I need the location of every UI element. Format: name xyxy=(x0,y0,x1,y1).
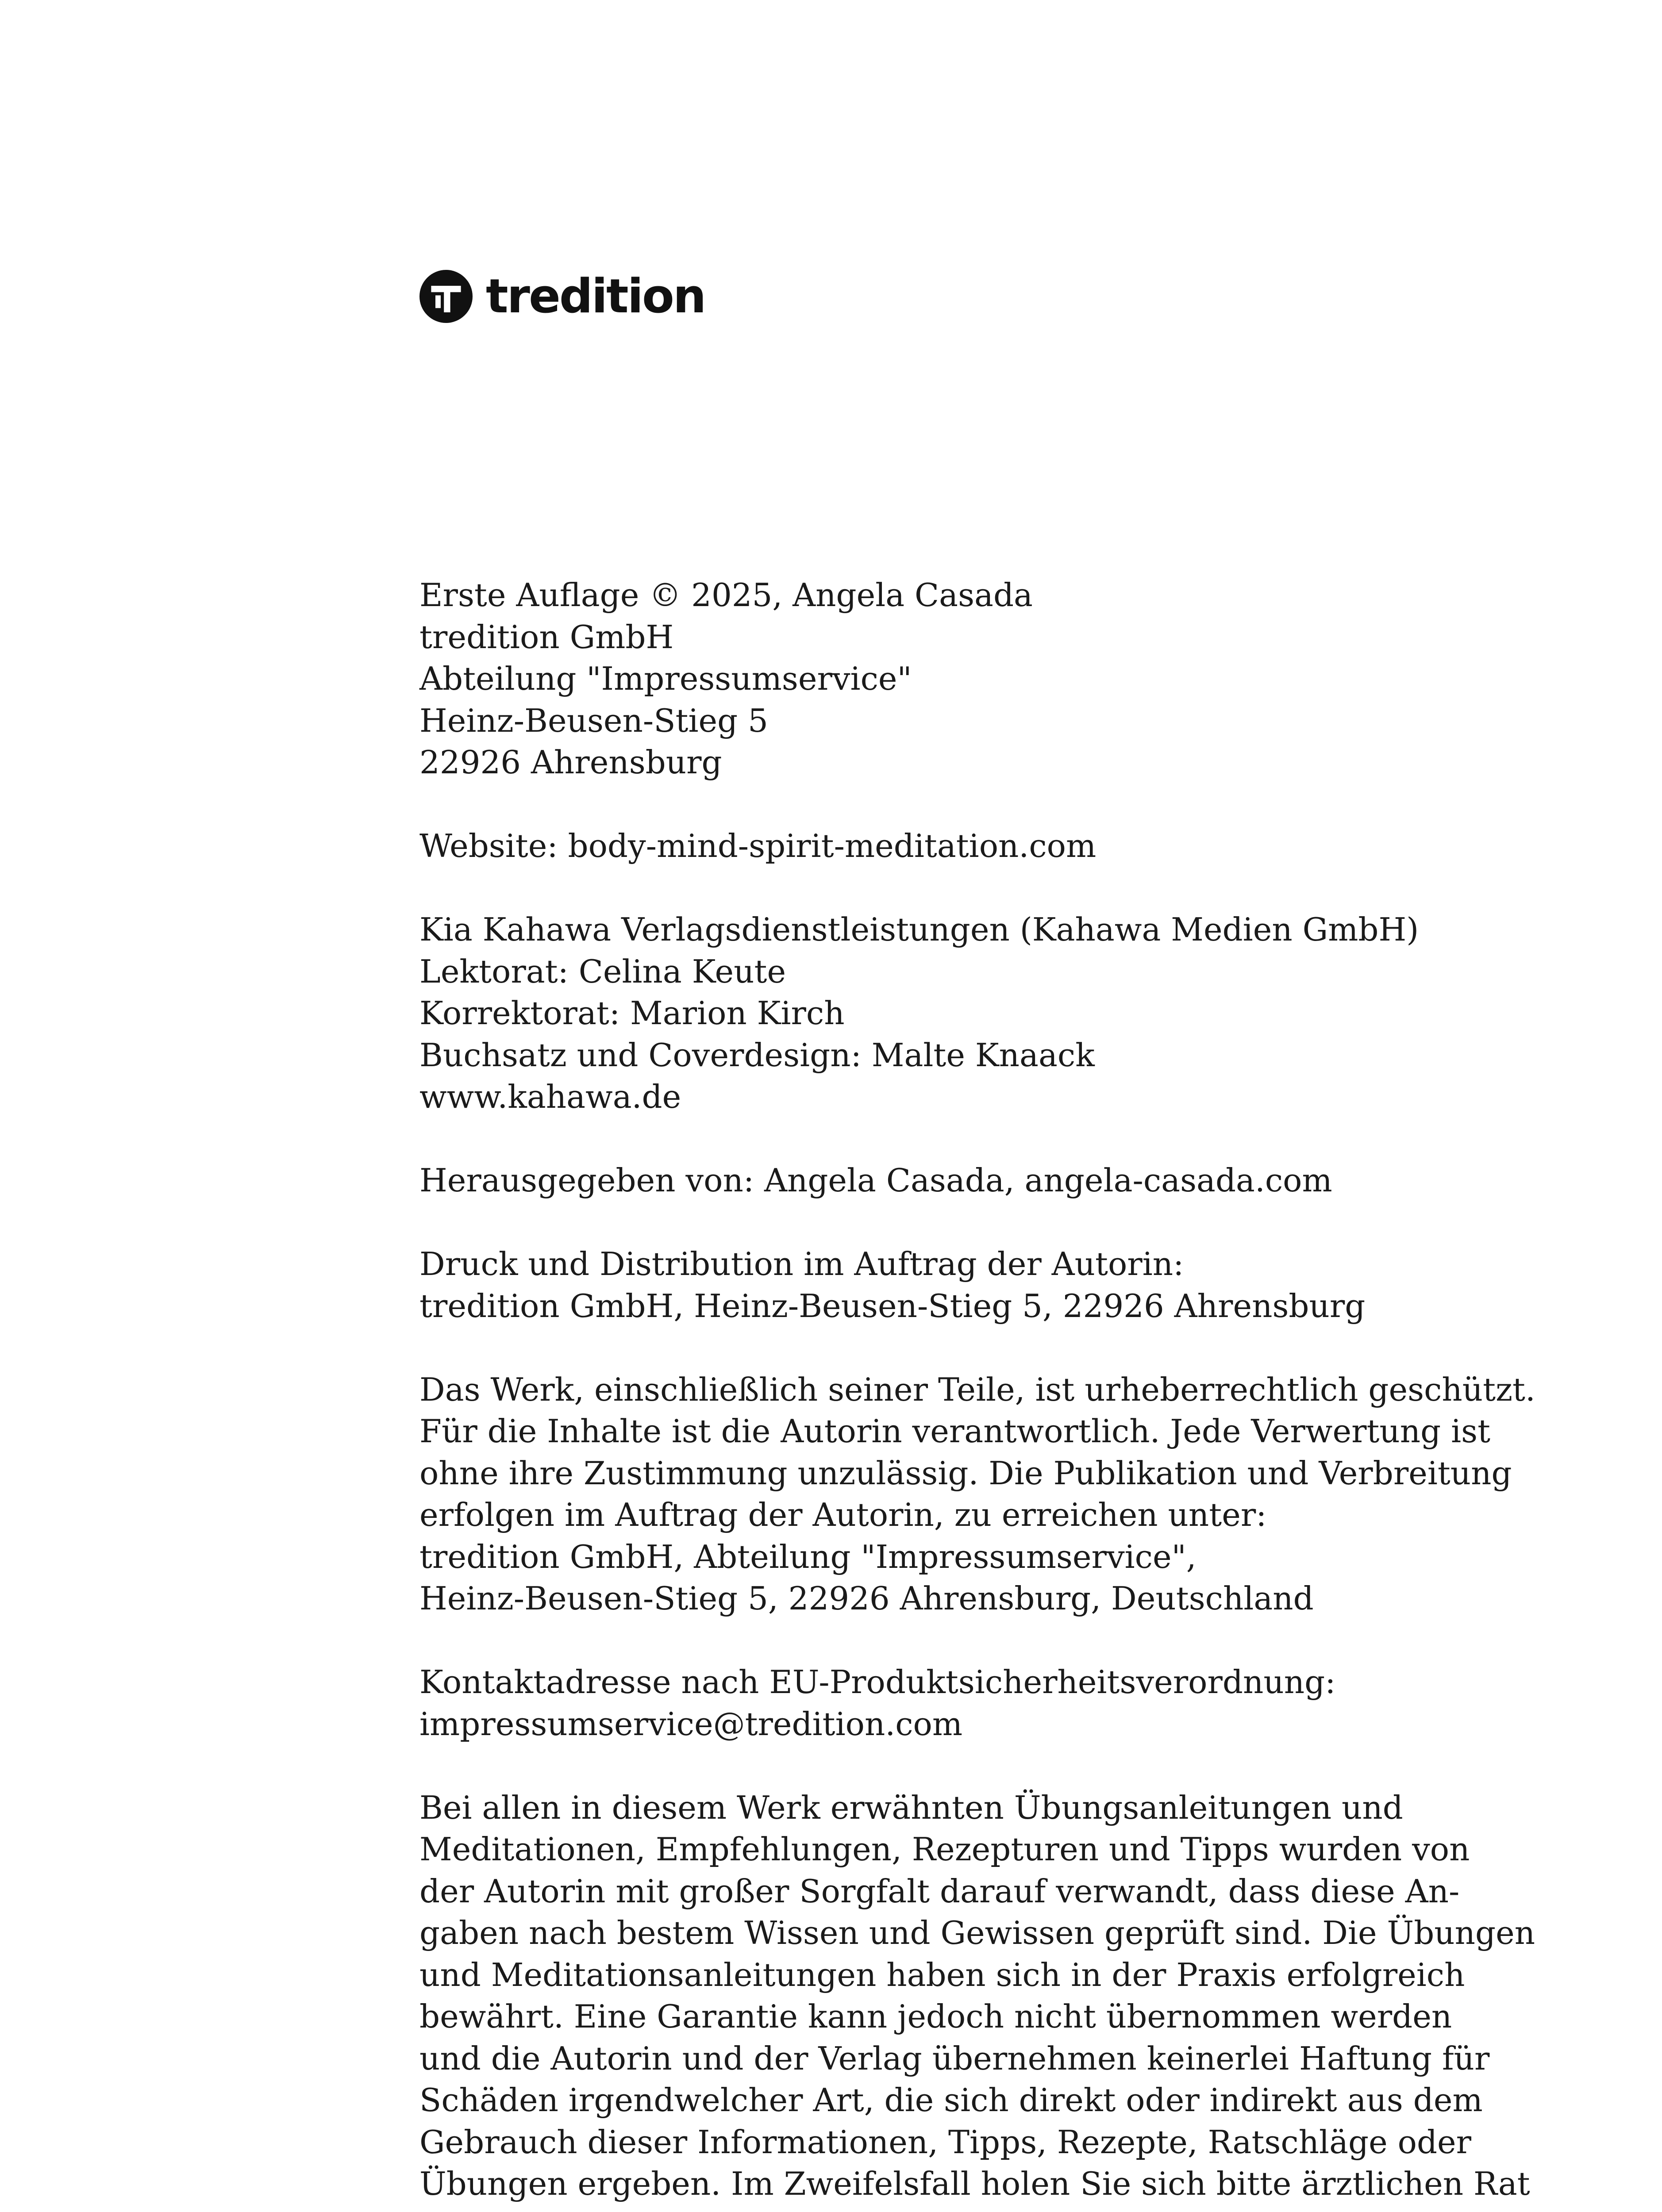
disclaimer-line: Bei allen in diesem Werk erwähnten Übungsanleitungen und xyxy=(419,1789,1403,1826)
street-line: Heinz-Beusen-Stieg 5 xyxy=(419,702,768,739)
publisher-address-block xyxy=(419,574,1468,783)
disclaimer-line: Meditationen, Empfehlungen, Rezepturen und Tipps wurden von xyxy=(419,1831,1470,1868)
design-credit-line: Buchsatz und Coverdesign: Malte Knaack xyxy=(419,1036,1095,1074)
disclaimer-line: bewährt. Eine Garantie kann jedoch nicht übernommen werden xyxy=(419,1998,1452,2035)
disclaimer-line: Gebrauch dieser Informationen, Tipps, Rezepte, Ratschläge oder xyxy=(419,2123,1472,2161)
publisher-logo xyxy=(419,269,705,324)
copyright-notice-line: erfolgen im Auftrag der Autorin, zu erreichen unter: xyxy=(419,1496,1267,1533)
city-line: 22926 Ahrensburg xyxy=(419,744,722,781)
editor-block xyxy=(419,1160,1468,1202)
logo-wordmark: tredition xyxy=(486,269,705,323)
publisher-name-line: tredition GmbH xyxy=(419,618,674,656)
agency-website-line: www.kahawa.de xyxy=(419,1078,681,1115)
copyright-notice-line: tredition GmbH, Abteilung "Impressumservice", xyxy=(419,1538,1196,1575)
distribution-address-line: tredition GmbH, Heinz-Beusen-Stieg 5, 22926 Ahrensburg xyxy=(419,1287,1366,1325)
editor-line: Herausgegeben von: Angela Casada, angela-casada.com xyxy=(419,1162,1332,1199)
imprint-text xyxy=(419,574,1535,2205)
safety-contact-block xyxy=(419,1661,1468,1745)
proofreading-credit-line: Korrektorat: Marion Kirch xyxy=(419,995,845,1032)
disclaimer-line: und Meditationsanleitungen haben sich in der Praxis erfolgreich xyxy=(419,1956,1465,1993)
safety-contact-email-line: impressumservice@tredition.com xyxy=(419,1705,963,1743)
disclaimer-line: und die Autorin und der Verlag übernehmen keinerlei Haftung für xyxy=(419,2039,1490,2077)
copyright-notice-line: ohne ihre Zustimmung unzulässig. Die Publikation und Verbreitung xyxy=(419,1454,1512,1492)
copyright-notice-line: Das Werk, einschließlich seiner Teile, ist urheberrechtlich geschützt. xyxy=(419,1371,1535,1408)
website-line: Website: body-mind-spirit-meditation.com xyxy=(419,827,1096,864)
copyright-notice-line: Für die Inhalte ist die Autorin verantwortlich. Jede Verwertung ist xyxy=(419,1413,1491,1450)
disclaimer-line: gaben nach bestem Wissen und Gewissen geprüft sind. Die Übungen xyxy=(419,1914,1535,1951)
edition-copyright-line: Erste Auflage © 2025, Angela Casada xyxy=(419,576,1033,614)
copyright-notice-line: Heinz-Beusen-Stieg 5, 22926 Ahrensburg, Deutschland xyxy=(419,1580,1314,1617)
editing-credit-line: Lektorat: Celina Keute xyxy=(419,952,786,990)
agency-line: Kia Kahawa Verlagsdienstleistungen (Kahawa Medien GmbH) xyxy=(419,911,1419,948)
disclaimer-block xyxy=(419,1787,1535,2205)
disclaimer-line: der Autorin mit großer Sorgfalt darauf verwandt, dass diese An- xyxy=(419,1872,1460,1910)
distribution-block xyxy=(419,1243,1468,1327)
production-credits-block xyxy=(419,909,1468,1118)
safety-contact-label-line: Kontaktadresse nach EU-Produktsicherheitsverordnung: xyxy=(419,1663,1336,1701)
tredition-logo-icon xyxy=(419,270,473,323)
website-block xyxy=(419,825,1468,867)
distribution-intro-line: Druck und Distribution im Auftrag der Autorin: xyxy=(419,1245,1184,1283)
department-line: Abteilung "Impressumservice" xyxy=(419,660,912,697)
copyright-notice-block xyxy=(419,1369,1535,1620)
disclaimer-line: Schäden irgendwelcher Art, die sich direkt oder indirekt aus dem xyxy=(419,2081,1483,2119)
disclaimer-line: Übungen ergeben. Im Zweifelsfall holen Sie sich bitte ärztlichen Rat xyxy=(419,2165,1530,2202)
